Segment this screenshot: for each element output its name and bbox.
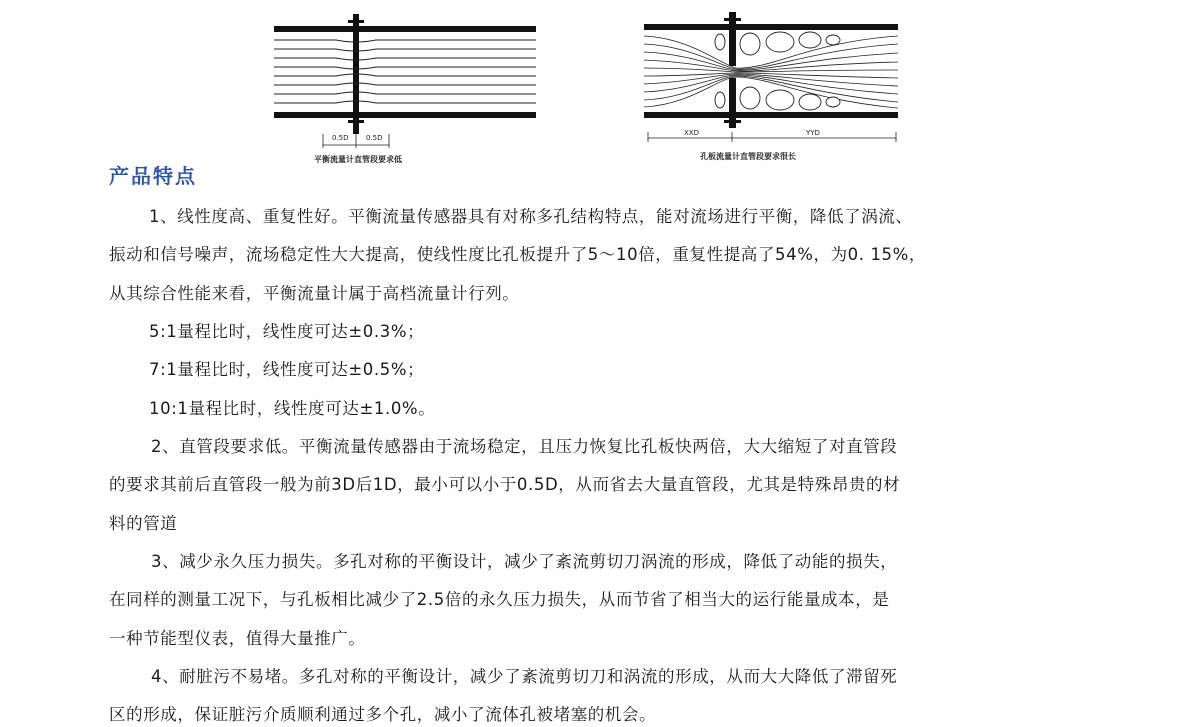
paragraph-line: 一种节能型仪表，值得大量推广。 [109, 629, 366, 648]
balance-flowmeter-figure [266, 10, 546, 170]
balance-figure-caption: 平衡流量计直管段要求低 [314, 154, 402, 164]
paragraph-line: 料的管道 [109, 514, 178, 533]
paragraph-line: 3、减少永久压力损失。多孔对称的平衡设计，减少了紊流剪切刀涡流的形成，降低了动能的损失， [151, 552, 898, 571]
paragraph-line: 的要求其前后直管段一般为前3D后1D，最小可以小于0.5D，从而省去大量直管段，尤其是特殊昂贵的材 [109, 475, 901, 494]
dim-label-left: 0.5D [332, 134, 349, 142]
section-title: 产品特点 [109, 164, 197, 188]
paragraph-line: 7:1量程比时，线性度可达±0.5%； [149, 360, 425, 379]
paragraph-line: 在同样的测量工况下，与孔板相比减少了2.5倍的永久压力损失，从而节省了相当大的运行能量成本，是 [109, 590, 890, 609]
orifice-flowmeter-figure [640, 8, 902, 166]
paragraph-line: 4、耐脏污不易堵。多孔对称的平衡设计，减少了紊流剪切刀和涡流的形成，从而大大降低了滞留死 [151, 667, 898, 686]
paragraph-line: 振动和信号噪声，流场稳定性大大提高，使线性度比孔板提升了5～10倍，重复性提高了54%，为0. 15%， [109, 245, 927, 264]
paragraph-line: 区的形成，保证脏污介质顺利通过多个孔，减小了流体孔被堵塞的机会。 [109, 705, 657, 724]
paragraph-line: 从其综合性能来看，平衡流量计属于高档流量计行列。 [109, 284, 520, 303]
paragraph-line: 5:1量程比时，线性度可达±0.3%； [149, 322, 425, 341]
orifice-flowmeter-diagram [640, 8, 902, 166]
paragraph-line: 2、直管段要求低。平衡流量传感器由于流场稳定，且压力恢复比孔板快两倍，大大缩短了对直管段 [151, 437, 898, 456]
dim-label-right: YYD [806, 129, 820, 137]
dim-label-right: 0.5D [366, 134, 383, 142]
paragraph-line: 1、线性度高、重复性好。平衡流量传感器具有对称多孔结构特点，能对流场进行平衡，降低了涡流、 [149, 207, 913, 226]
dim-label-left: XXD [684, 129, 699, 137]
paragraph-line: 10:1量程比时，线性度可达±1.0%。 [149, 399, 436, 418]
balance-flowmeter-diagram [266, 10, 546, 170]
orifice-figure-caption: 孔板流量计直管段要求很长 [700, 151, 796, 161]
